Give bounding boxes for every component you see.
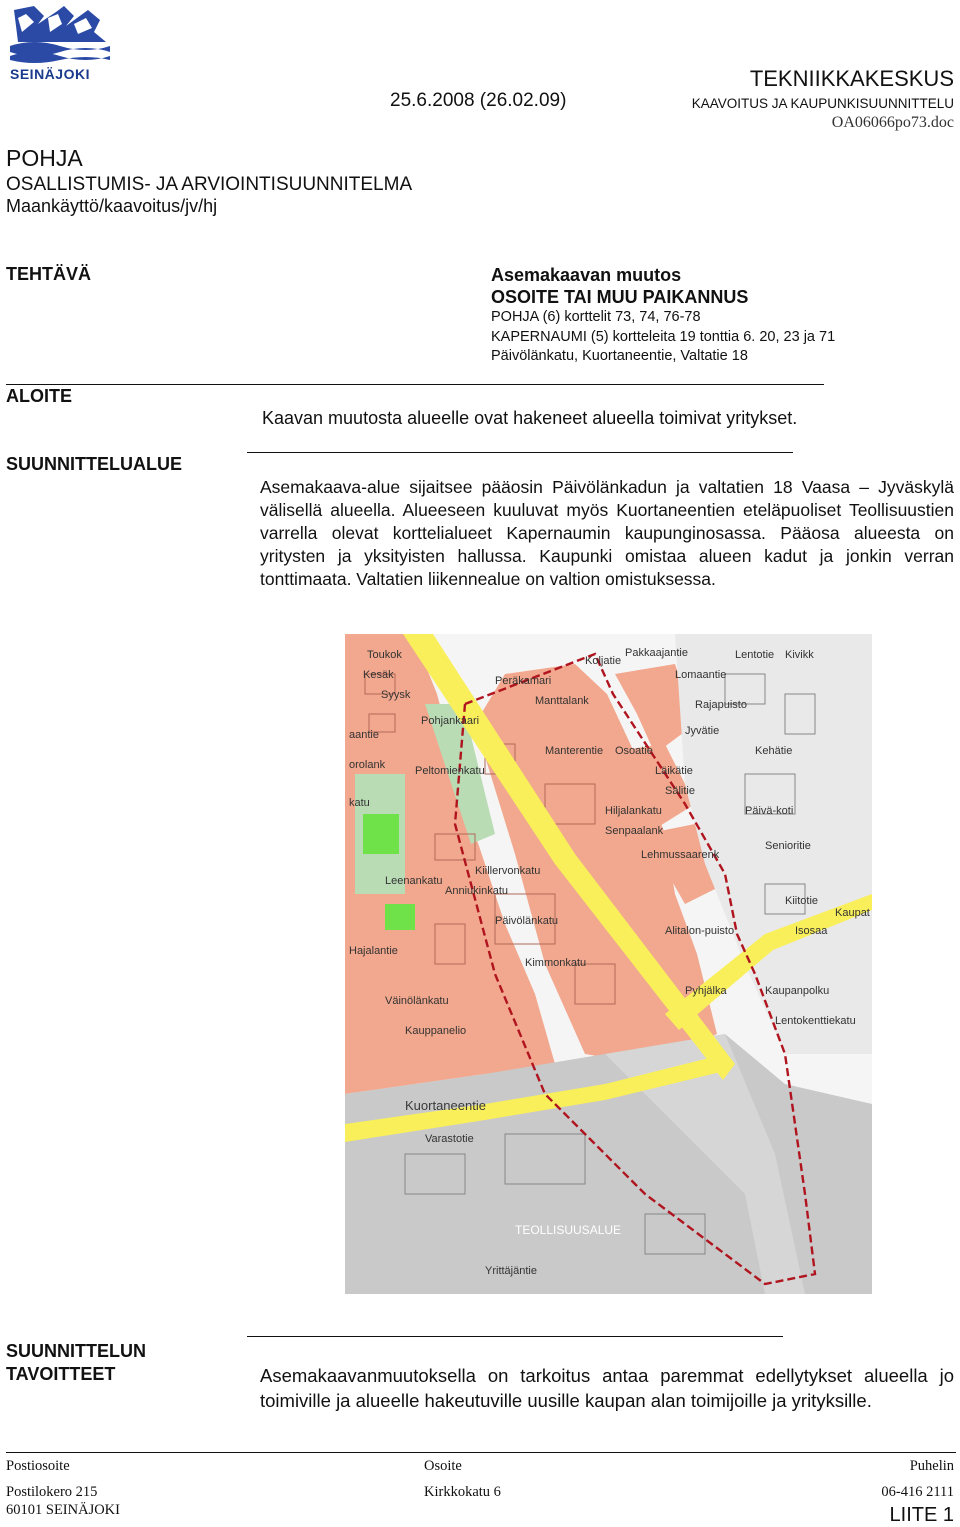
- footer-street-address: Kirkkokatu 6: [424, 1484, 501, 1500]
- map-label-kiitotie: Kiitotie: [785, 895, 819, 907]
- divider: [6, 384, 824, 385]
- map-label-kehatie: Kehätie: [755, 745, 793, 757]
- map-label-salitie: Sälitie: [665, 785, 695, 797]
- task-line-3: POHJA (6) korttelit 73, 74, 76-78: [491, 309, 701, 325]
- footer-postal-code: 60101 SEINÄJOKI: [6, 1502, 120, 1518]
- map-label-yrittajantie: Yrittäjäntie: [485, 1265, 537, 1277]
- map-label-pyhjalka: Pyhjälka: [685, 985, 727, 997]
- map-label-kuortaneentie: Kuortaneentie: [405, 1098, 486, 1113]
- map-label-koljatie: Koljatie: [585, 655, 622, 667]
- document-date: 25.6.2008 (26.02.09): [390, 90, 567, 111]
- map-label-peltomienkatu: Peltomienkatu: [415, 765, 485, 777]
- map-label-kaupanpolku: Kaupanpolku: [765, 985, 830, 997]
- goals-description: Asemakaavanmuutoksella on tarkoitus antaa paremmat edellytykset alueella jo toimiville ja alueelle hakeutuville uusille kaupan alan toimijoille ja yrityksille.: [260, 1365, 954, 1411]
- section-label-aloite: ALOITE: [6, 386, 72, 406]
- footer-postal-box: Postilokero 215: [6, 1484, 98, 1500]
- map-label-laikatie: Läikätie: [655, 765, 693, 777]
- map-label-pohjankaari: Pohjankaari: [421, 715, 480, 727]
- subdepartment-name: KAAVOITUS JA KAUPUNKISUUNNITTELU: [691, 96, 954, 111]
- map-label-anniukinkatu: Anniukinkatu: [445, 885, 508, 897]
- footer-divider: [6, 1452, 956, 1453]
- map-label-teollisuusalue: TEOLLISUUSALUE: [515, 1223, 622, 1237]
- map-label-orolank: orolank: [349, 759, 386, 771]
- map-label-kiillervonkatu: Kiillervonkatu: [475, 865, 541, 877]
- section-label-goals: [6, 1340, 146, 1386]
- map-label-manttalank: Manttalank: [535, 695, 589, 707]
- map-label-jyvatie: Jyvätie: [685, 725, 720, 737]
- map-label-kivikk: Kivikk: [785, 649, 814, 661]
- map-label-kimmonkatu: Kimmonkatu: [525, 957, 587, 969]
- map-label-vainolankatu: Väinölänkatu: [385, 995, 449, 1007]
- page-subtitle: OSALLISTUMIS- JA ARVIOINTISUUNNITELMA: [6, 174, 413, 195]
- map-label-perakamari: Peräkamari: [495, 675, 552, 687]
- map-label-kaupat: Kaupat: [835, 907, 870, 919]
- footer-phone-heading: Puhelin: [909, 1458, 954, 1474]
- map-label-hiljalankatu: Hiljalankatu: [605, 805, 662, 817]
- map-label-toukok: Toukok: [367, 649, 402, 661]
- section-label-area: SUUNNITTELUALUE: [6, 454, 182, 474]
- footer-address-heading: Osoite: [424, 1458, 462, 1474]
- map-label-katu: katu: [349, 797, 370, 809]
- map-label-aantie: aantie: [349, 729, 379, 741]
- page-title: POHJA: [6, 145, 83, 171]
- map-label-isosaari: Isosaa: [795, 925, 828, 937]
- map-label-manterentie: Manterentie: [545, 745, 604, 757]
- task-line-2: OSOITE TAI MUU PAIKANNUS: [491, 287, 749, 307]
- map-label-lehmussaarenk: Lehmussaarenk: [641, 849, 720, 861]
- goals-label-line-1: SUUNNITTELUN: [6, 1341, 146, 1361]
- map-label-pakkaajantie: Pakkaajantie: [625, 647, 688, 659]
- map-label-lentokenttiekatu: Lentokenttiekatu: [775, 1015, 856, 1027]
- map-label-lomaantie: Lomaantie: [675, 669, 727, 681]
- document-id: OA06066po73.doc: [831, 114, 954, 131]
- task-line-5: Päivölänkatu, Kuortaneentie, Valtatie 18: [491, 348, 748, 364]
- footer-phone-number: 06-416 2111: [881, 1484, 954, 1500]
- planning-area-map: [345, 634, 872, 1294]
- divider: [247, 1336, 783, 1337]
- footer-postal-heading: Postiosoite: [6, 1458, 70, 1474]
- goals-label-line-2: TAVOITTEET: [6, 1364, 116, 1384]
- divider: [247, 452, 793, 453]
- map-label-lentotie: Lentotie: [735, 649, 775, 661]
- document-path: Maankäyttö/kaavoitus/jv/hj: [6, 196, 218, 216]
- task-line-4: KAPERNAUMI (5) kortteleita 19 tonttia 6. 20, 23 ja 71: [491, 328, 836, 345]
- logo-text: SEINÄJOKI: [10, 66, 90, 82]
- department-name: TEKNIIKKAKESKUS: [749, 66, 954, 91]
- aloite-text: Kaavan muutosta alueelle ovat hakeneet alueella toimivat yritykset.: [262, 408, 798, 428]
- map-label-varastotie: Varastotie: [425, 1133, 474, 1145]
- map-label-paiva: Päivä-koti: [745, 805, 794, 817]
- map-label-hajalantie: Hajalantie: [349, 945, 398, 957]
- map-label-rajapuisto: Rajapuisto: [695, 699, 747, 711]
- map-label-paivolankatu: Päivölänkatu: [495, 915, 558, 927]
- map-label-senioritie: Senioritie: [765, 840, 811, 852]
- area-description: Asemakaava-alue sijaitsee pääosin Päivölänkadun ja valtatien 18 Vaasa – Jyväskylä välisellä alueella. Alueeseen kuuluvat myös Kuortaneentien eteläpuoliset Teollisuustien varrella olevat korttelialueet Kapernaumin kaupunginosassa. Pääosa alueesta on yritysten ja yksityisten hallussa. Kaupunki omistaa alueen kadut ja jonkin verran tonttimaata. Valtatien liikennealue on valtion omistuksessa.: [260, 477, 954, 589]
- map-label-kauppanelio: Kauppanelio: [405, 1025, 467, 1037]
- map-label-senpaalank: Senpaalank: [605, 825, 664, 837]
- section-label-task: TEHTÄVÄ: [6, 264, 91, 284]
- city-logo: [4, 2, 116, 94]
- map-label-osoatie: Osoatie: [615, 745, 653, 757]
- map-label-syysk: Syysk: [381, 689, 411, 701]
- task-line-1: Asemakaavan muutos: [491, 265, 682, 285]
- map-graphic: [345, 634, 872, 1294]
- task-details: [491, 264, 835, 367]
- attachment-label: LIITE 1: [889, 1504, 954, 1526]
- map-label-leenankatu: Leenankatu: [385, 875, 443, 887]
- map-label-aitalonpuisto: Alitalon-puisto: [665, 925, 735, 937]
- map-label-kesak: Kesäk: [363, 669, 394, 681]
